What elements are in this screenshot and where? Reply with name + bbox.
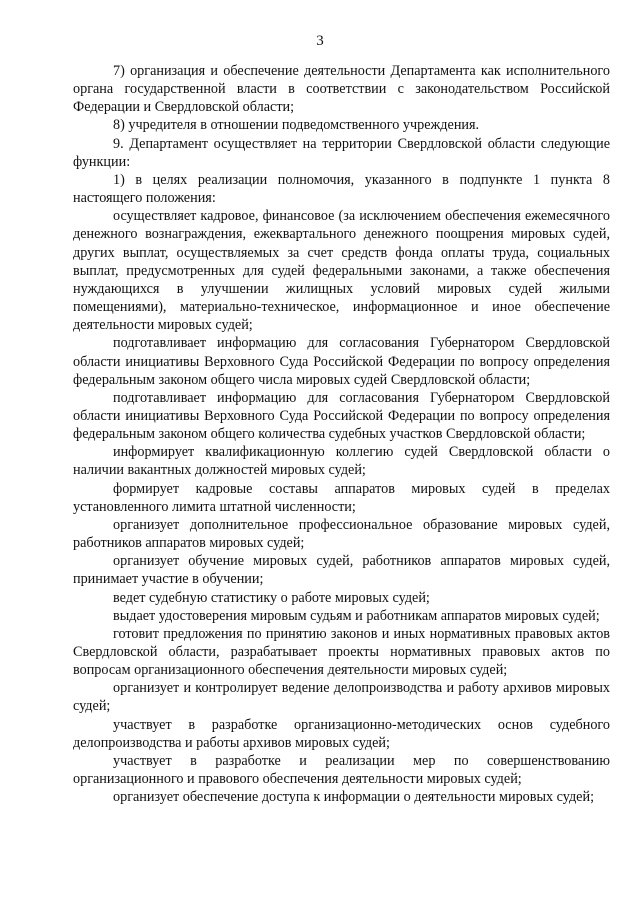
paragraph-function-methodology: участвует в разработке организационно-методических основ судебного делопроизводства и работы архивов мировых судей;: [73, 716, 610, 751]
paragraph-function-statistics: ведет судебную статистику о работе мировых судей;: [113, 589, 430, 606]
paragraph-function-vacancies: информирует квалификационную коллегию судей Свердловской области о наличии вакантных должностей мировых судей;: [73, 444, 610, 479]
paragraph-function-information-access: организует обеспечение доступа к информации о деятельности мировых судей;: [113, 789, 595, 806]
paragraph-function-judges-number: подготавливает информацию для согласования Губернатором Свердловской области инициативы Верховного Суда Российской Федерации по вопросу определения федеральным законом общего числа мировых судей Свердловской области;: [73, 335, 610, 388]
paragraph-function-certificates: выдает удостоверения мировым судьям и работникам аппаратов мировых судей;: [113, 607, 600, 624]
paragraph-subitem-1-intro: 1) в целях реализации полномочия, указанного в подпункте 1 пункта 8 настоящего положения:: [73, 171, 610, 207]
paragraph-function-court-districts: подготавливает информацию для согласования Губернатором Свердловской области инициативы Верховного Суда Российской Федерации по вопросу определения федеральным законом общего количества судебных участков Свердловской области;: [73, 389, 610, 443]
page-number: 3: [316, 33, 324, 49]
paragraph-function-support: осуществляет кадровое, финансовое (за исключением обеспечения ежемесячного денежного вознаграждения, ежеквартального денежного поощрения мировых судей, других выплат, осуществляемых за счет средств фонда оплаты труда, социальных выплат, предусмотренных для судей федеральными законами, а также обеспечения нуждающихся в улучшении жилищных условий мировых судей жилыми помещениями), материально-техническое, информационное и иное обеспечение деятельности мировых судей;: [73, 208, 610, 334]
paragraph-function-legislation: готовит предложения по принятию законов и иных нормативных правовых актов Свердловской области, разрабатывает проекты нормативных правовых актов по вопросам организационного обеспечения деятельности мировых судей;: [73, 625, 610, 679]
paragraph-item-8-founder: 8) учредителя в отношении подведомственного учреждения.: [113, 117, 480, 134]
paragraph-function-staffing: формирует кадровые составы аппаратов мировых судей в пределах установленного лимита штатной численности;: [73, 480, 610, 515]
paragraph-function-improvement: участвует в разработке и реализации мер по совершенствованию организационного и правового обеспечения деятельности мировых судей;: [73, 752, 610, 788]
paragraph-section-9-functions: 9. Департамент осуществляет на территории Свердловской области следующие функции:: [73, 135, 610, 170]
paragraph-function-training: организует обучение мировых судей, работников аппаратов мировых судей, принимает участие в обучении;: [73, 553, 610, 588]
paragraph-function-education: организует дополнительное профессиональное образование мировых судей, работников аппаратов мировых судей;: [73, 516, 610, 552]
paragraph-item-7-organization: 7) организация и обеспечение деятельности Департамента как исполнительного органа государственной власти в соответствии с законодательством Российской Федерации и Свердловской области;: [73, 63, 610, 116]
paragraph-function-records: организует и контролирует ведение делопроизводства и работу архивов мировых судей;: [73, 680, 610, 715]
document-body: [73, 62, 610, 806]
